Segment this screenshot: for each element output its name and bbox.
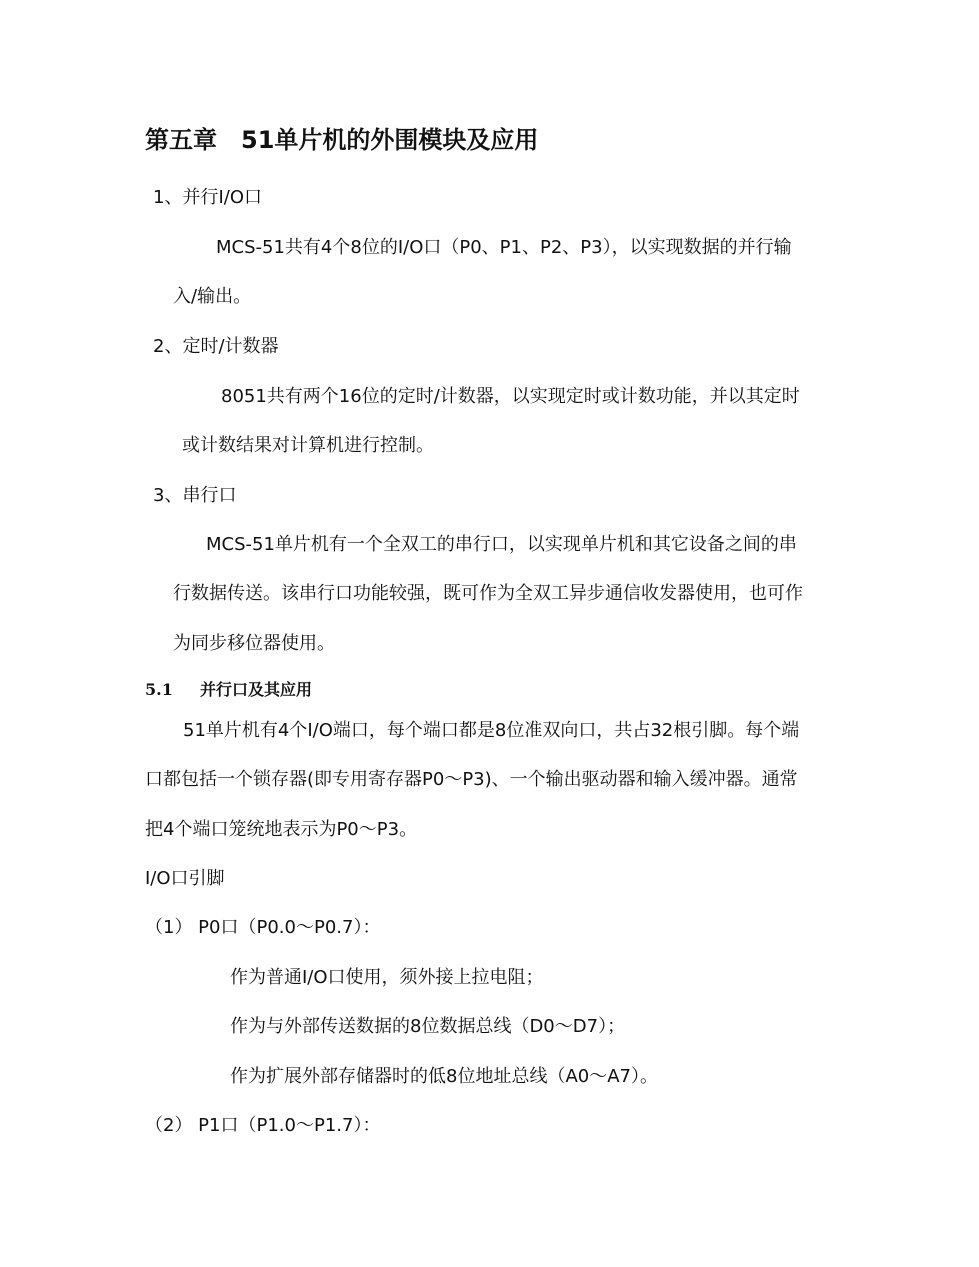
paragraph-line: 口都包括一个锁存器(即专用寄存器P0～P3)、一个输出驱动器和输入缓冲器。通常 [145,769,798,790]
paragraph-line: 把4个端口笼统地表示为P0～P3。 [145,819,418,840]
port-p1-label: （2） P1口（P1.0～P1.7）： [145,1115,381,1136]
item-heading-parallel-io: 1、并行I/O口 [153,187,262,208]
pin-heading: I/O口引脚 [145,868,225,889]
paragraph-line: MCS-51单片机有一个全双工的串行口，以实现单片机和其它设备之间的串 [206,534,797,555]
paragraph-line: 入/输出。 [173,286,252,307]
section-number: 5.1 [145,680,173,699]
paragraph-line: 为同步移位器使用。 [173,633,335,654]
port-use-line: 作为扩展外部存储器时的低8位地址总线（A0～A7）。 [230,1066,658,1087]
item-heading-serial-port: 3、串行口 [153,485,237,506]
chapter-title: 第五章 51单片机的外围模块及应用 [145,126,539,154]
paragraph-line: 或计数结果对计算机进行控制。 [182,435,434,456]
port-p0-label: （1） P0口（P0.0～P0.7）： [145,917,381,938]
paragraph-line: 51单片机有4个I/O端口，每个端口都是8位准双向口，共占32根引脚。每个端 [183,720,800,741]
paragraph-line: 行数据传送。该串行口功能较强，既可作为全双工异步通信收发器使用，也可作 [173,583,803,604]
paragraph-line: 8051共有两个16位的定时/计数器，以实现定时或计数功能，并以其定时 [221,386,800,407]
section-title: 并行口及其应用 [200,680,313,699]
section-heading [145,678,312,702]
item-heading-timer-counter: 2、定时/计数器 [153,336,279,357]
port-use-line: 作为与外部传送数据的8位数据总线（D0～D7）； [230,1016,626,1037]
paragraph-line: MCS-51共有4个8位的I/O口（P0、P1、P2、P3），以实现数据的并行输 [216,237,792,258]
port-use-line: 作为普通I/O口使用，须外接上拉电阻； [230,967,544,988]
